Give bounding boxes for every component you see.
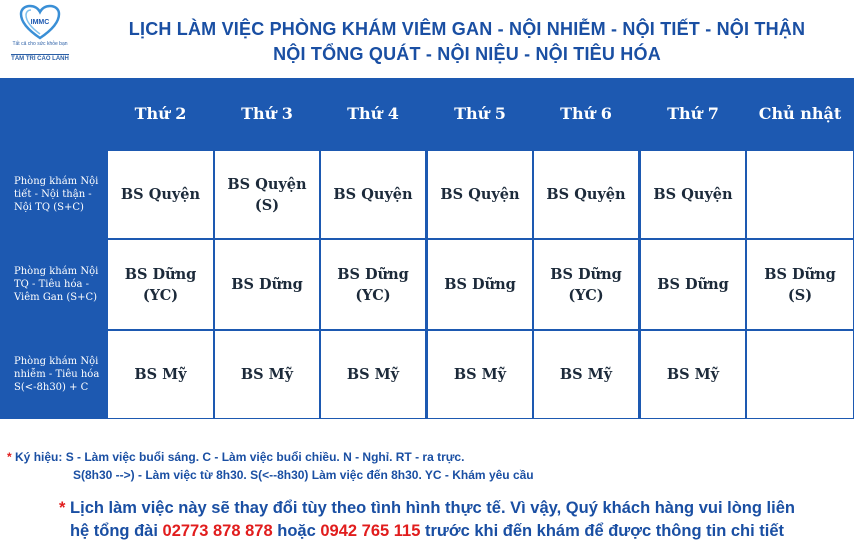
day-header: Thứ 4 (347, 104, 399, 123)
schedule-table (0, 78, 854, 419)
clinic-logo (4, 4, 76, 68)
schedule-cell: BS Dững (YC) (534, 240, 638, 329)
clinic-row-label: Phòng khám Nội tiết - Nội thận - Nội TQ (S+C) (14, 175, 99, 213)
mobile-phone[interactable]: 0942 765 115 (320, 522, 421, 540)
legend-line1 (7, 450, 464, 464)
notice-star: * (59, 499, 66, 517)
schedule-cell: BS Mỹ (108, 331, 213, 418)
legend-star: * (7, 450, 12, 464)
schedule-cell: BS Dững (S) (747, 240, 853, 329)
notice-connector: hoặc (277, 522, 316, 540)
notice-line2 (0, 520, 854, 542)
schedule-cell: BS Dững (215, 240, 319, 329)
clinic-row-label: Phòng khám Nội TQ - Tiêu hóa - Viêm Gan (S+C) (14, 265, 99, 303)
schedule-cell (747, 151, 853, 238)
notice-text-1: Lịch làm việc này sẽ thay đổi tùy theo tình hình thực tế. Vì vậy, Quý khách hàng vui lòng liên (70, 499, 795, 517)
schedule-cell: BS Quyện (428, 151, 532, 238)
day-header: Thứ 6 (560, 104, 612, 123)
notice-line1 (0, 497, 854, 519)
day-header: Thứ 2 (134, 104, 187, 123)
schedule-cell: BS Quyện (321, 151, 425, 238)
notice-text-2b: trước khi đến khám để được thông tin chi tiết (424, 522, 785, 540)
schedule-cell: BS Quyện (641, 151, 745, 238)
schedule-cell: BS Mỹ (428, 331, 532, 418)
clinic-row-label: Phòng khám Nội nhiễm - Tiêu hóa S(<-8h30) + C (14, 355, 100, 393)
logo-brand: TÂM TRÍ CAO LÃNH (11, 56, 69, 62)
schedule-cell: BS Dững (428, 240, 532, 329)
schedule-cell: BS Quyện (S) (215, 151, 319, 238)
logo-tagline: Tất cả cho sức khỏe bạn (12, 41, 68, 47)
heart-logo-icon (19, 4, 61, 40)
schedule-cell: BS Dững (YC) (108, 240, 213, 329)
schedule-cell: BS Dững (YC) (321, 240, 425, 329)
legend-text-1: Ký hiệu: S - Làm việc buổi sáng. C - Làm việc buổi chiều. N - Nghỉ. RT - ra trực. (15, 450, 465, 464)
logo-mark: IMMC (30, 19, 50, 26)
notice-text-2a: hệ tổng đài (69, 522, 158, 540)
schedule-cell: BS Quyện (108, 151, 213, 238)
schedule-cell: BS Mỹ (641, 331, 745, 418)
schedule-cell: BS Quyện (534, 151, 638, 238)
day-header: Thứ 3 (241, 104, 293, 123)
page-title-line2: NỘI TỔNG QUÁT - NỘI NIỆU - NỘI TIÊU HÓA (273, 44, 661, 64)
page-title-line1: LỊCH LÀM VIỆC PHÒNG KHÁM VIÊM GAN - NỘI NHIỄM - NỘI TIẾT - NỘI THẬN (128, 19, 806, 39)
schedule-cell: BS Mỹ (534, 331, 638, 418)
day-header: Thứ 7 (667, 104, 719, 123)
hotline-phone[interactable]: 02773 878 878 (162, 522, 273, 540)
schedule-cell: BS Dững (641, 240, 745, 329)
day-header: Thứ 5 (454, 104, 506, 123)
schedule-cell: BS Mỹ (321, 331, 425, 418)
legend-line2: S(8h30 -->) - Làm việc từ 8h30. S(<--8h30) Làm việc đến 8h30. YC - Khám yêu cầu (73, 468, 534, 482)
schedule-cell (747, 331, 853, 418)
schedule-cell: BS Mỹ (215, 331, 319, 418)
day-header: Chủ nhật (758, 104, 842, 123)
